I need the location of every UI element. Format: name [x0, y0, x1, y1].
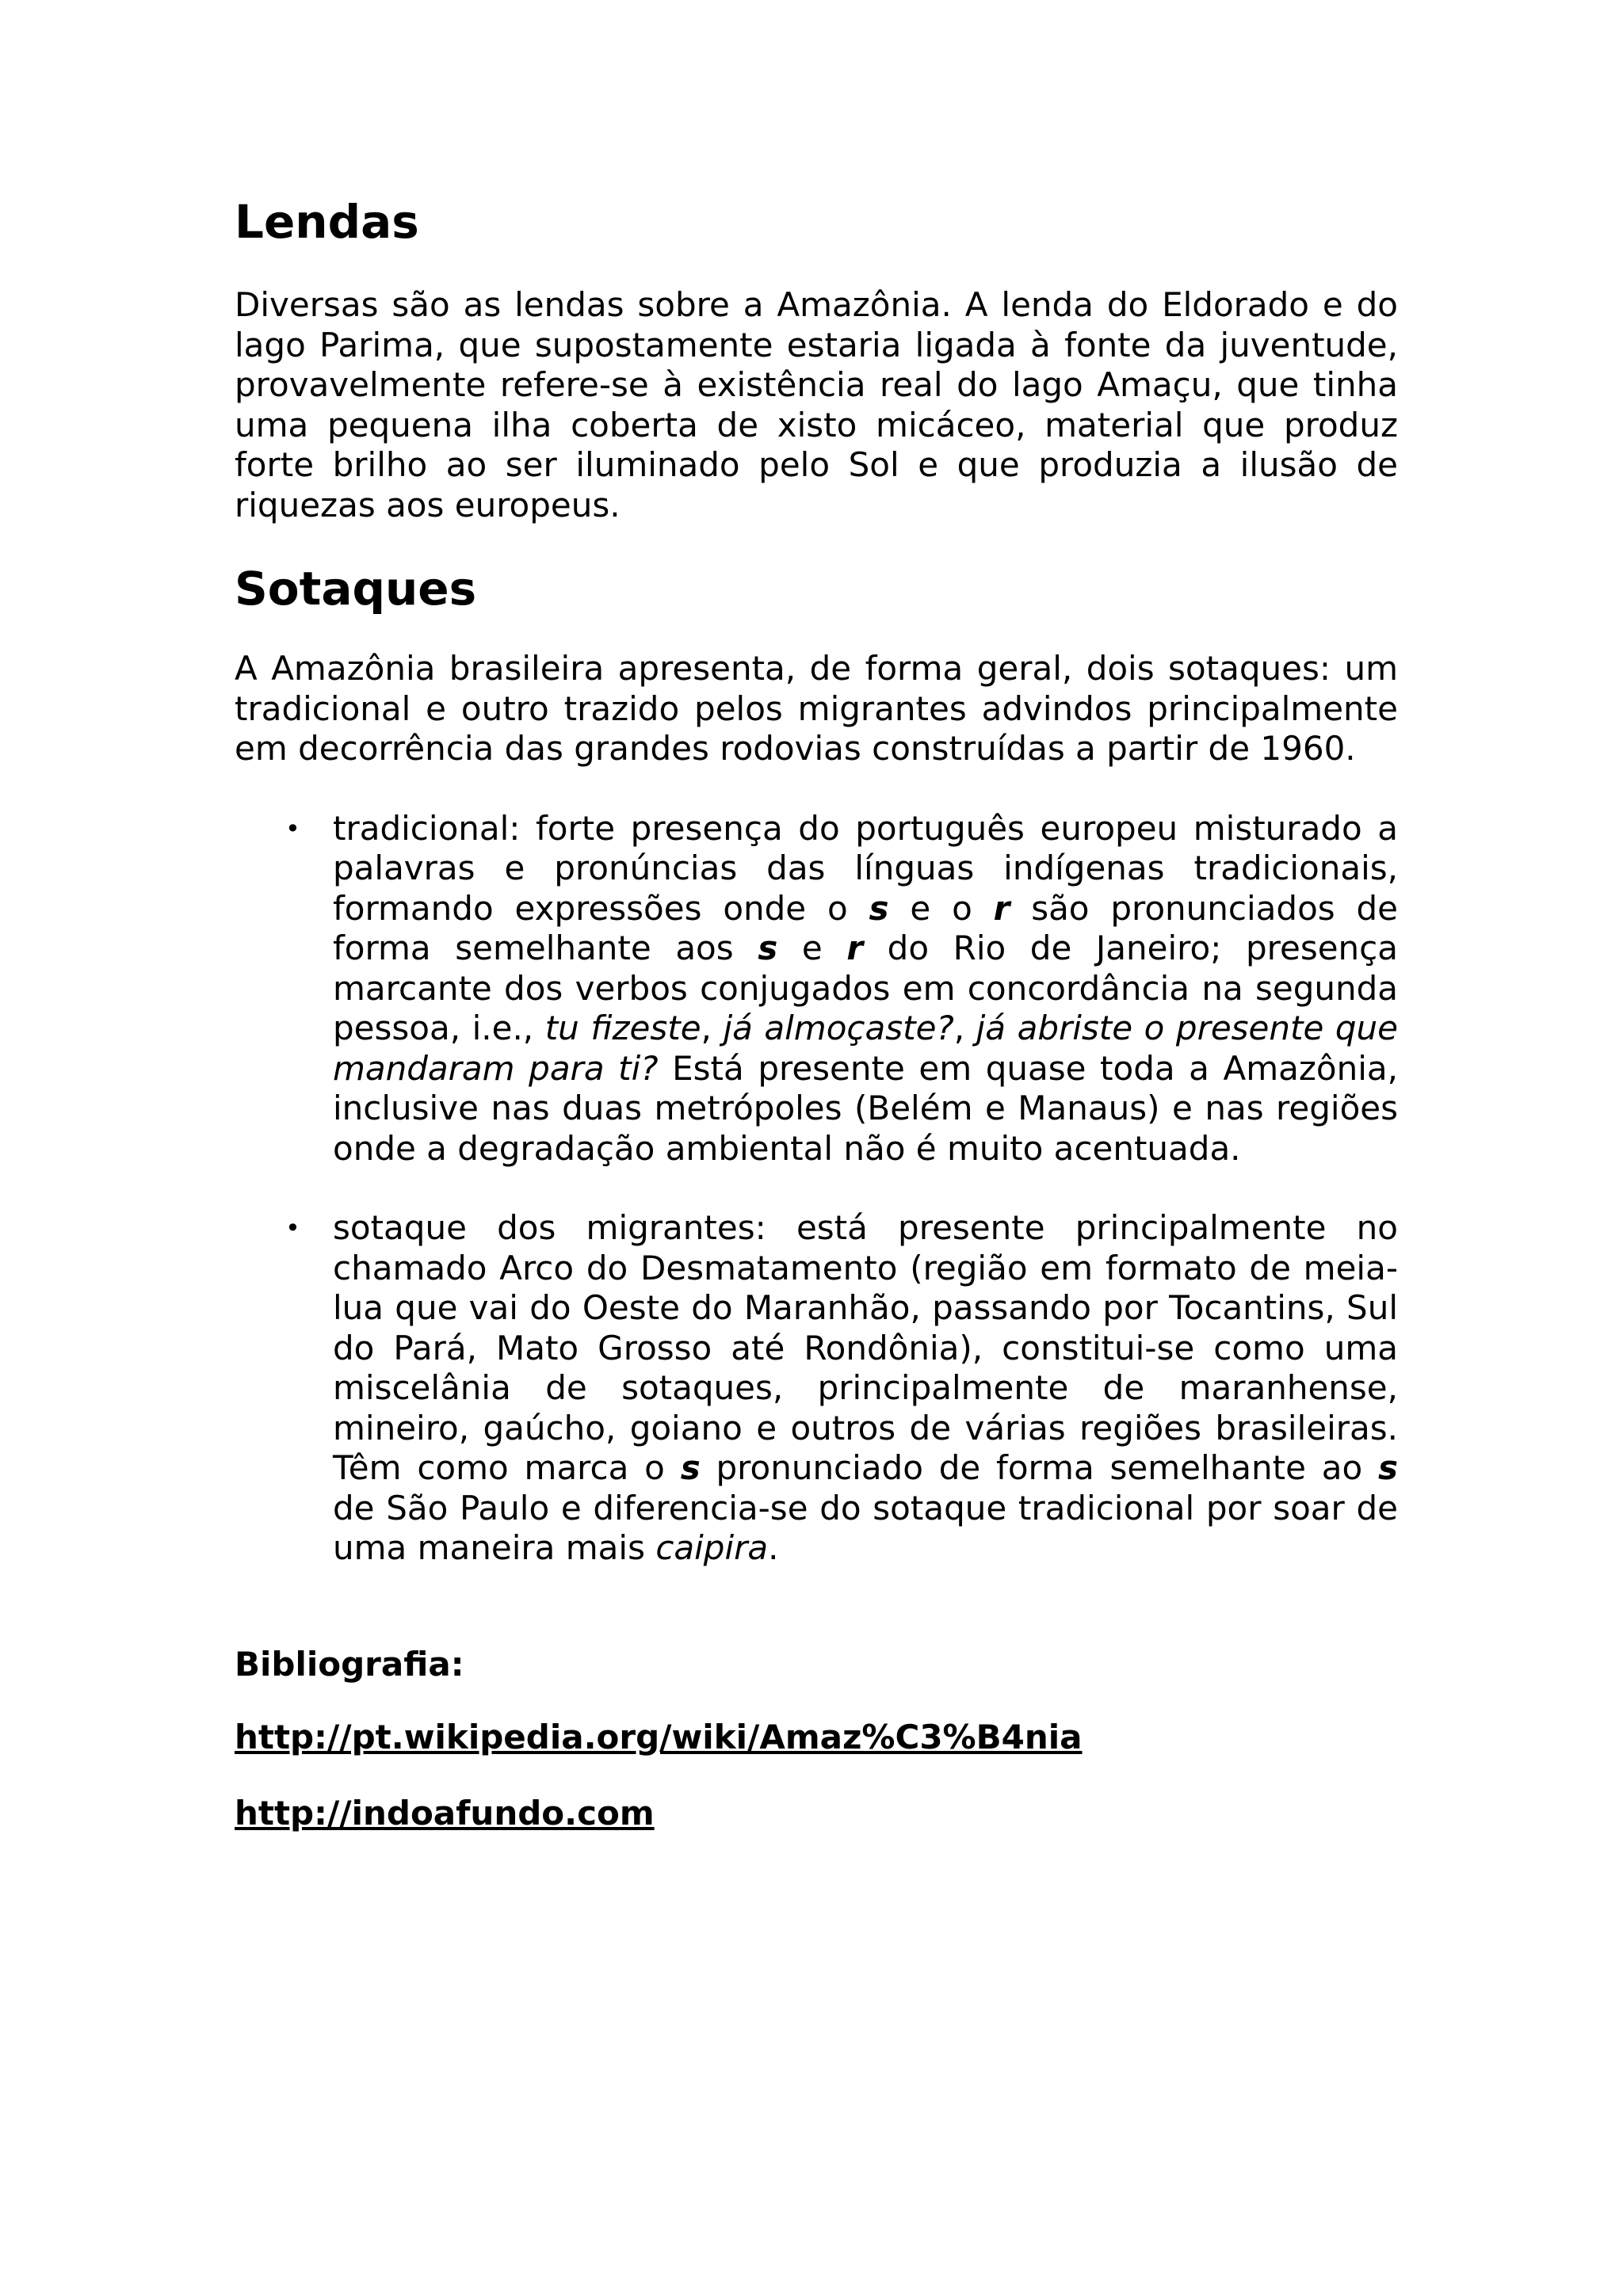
- text-run: do Rio de Janeiro; presença marcante dos verbos conjugados em concordância na segunda pessoa, i.e.,: [333, 929, 1398, 1047]
- emphasis-letter-r: r: [993, 888, 1010, 928]
- document-page: [235, 190, 1398, 1833]
- heading-sotaques: Sotaques: [235, 562, 477, 616]
- bibliografia-item: [235, 1718, 1398, 1757]
- bullet-dot-icon: •: [285, 1213, 300, 1243]
- emphasis-letter-s: s: [869, 888, 889, 928]
- italic-example: já abriste o presente que mandaram para ti?: [333, 1009, 1398, 1088]
- text-run: tradicional: forte presença do português europeu misturado a palavras e pronúncias das línguas indígenas tradicionais, formando expressões onde o: [333, 808, 1398, 928]
- heading-lendas: Lendas: [235, 195, 419, 249]
- bullet-dot-icon: •: [285, 813, 300, 844]
- text-run: .: [768, 1528, 779, 1567]
- italic-example: tu fizeste: [544, 1009, 701, 1047]
- emphasis-letter-s: s: [1378, 1448, 1399, 1487]
- paragraph-sotaques: A Amazônia brasileira apresenta, de forma geral, dois sotaques: um tradicional e outro trazido pelos migrantes advindos principalmente em decorrência das grandes rodovias construídas a partir de 1960.: [235, 649, 1398, 768]
- text-run: de São Paulo e diferencia-se do sotaque tradicional por soar de uma maneira mais: [333, 1488, 1398, 1567]
- text-run: sotaque dos migrantes: está presente principalmente no chamado Arco do Desmatamento (região em formato de meia-lua que vai do Oeste do Maranhão, passando por Tocantins, Sul do Pará, Mato Grosso até Rondônia), constitui-se como uma miscelânia de sotaques, principalmente de maranhense, mineiro, gaúcho, goiano e outros de várias regiões brasileiras. Têm como marca o: [333, 1208, 1398, 1487]
- text-run: e o: [888, 888, 994, 928]
- bibliografia-link-wikipedia[interactable]: http://pt.wikipedia.org/wiki/Amaz%C3%B4nia: [235, 1717, 1083, 1756]
- bibliografia-heading: Bibliografia:: [235, 1644, 464, 1684]
- text-run: são pronunciados de forma semelhante aos: [333, 888, 1398, 967]
- text-run: e: [777, 929, 847, 967]
- text-run: ,: [701, 1009, 724, 1047]
- text-run: pronunciado de forma semelhante ao: [700, 1448, 1379, 1487]
- bibliografia-item: [235, 1794, 1398, 1833]
- sotaques-bullet-list: [235, 809, 1398, 1569]
- emphasis-letter-s: s: [758, 929, 778, 967]
- text-run: Está presente em quase toda a Amazônia, inclusive nas duas metrópoles (Belém e Manaus) e nas regiões onde a degradação ambiental não é muito acentuada.: [333, 1048, 1398, 1168]
- emphasis-letter-r: r: [846, 929, 864, 967]
- text-run: ,: [953, 1009, 976, 1047]
- bullet-item-migrantes: [235, 1208, 1398, 1569]
- bibliografia-link-indoafundo[interactable]: http://indoafundo.com: [235, 1793, 655, 1833]
- emphasis-letter-s: s: [680, 1448, 701, 1487]
- paragraph-lendas: Diversas são as lendas sobre a Amazônia. A lenda do Eldorado e do lago Parima, que supostamente estaria ligada à fonte da juventude, provavelmente refere-se à existência real do lago Amaçu, que tinha uma pequena ilha coberta de xisto micáceo, material que produz forte brilho ao ser iluminado pelo Sol e que produzia a ilusão de riquezas aos europeus.: [235, 285, 1398, 524]
- italic-example: já almoçaste?: [723, 1009, 954, 1047]
- italic-word: caipira: [655, 1528, 769, 1567]
- bullet-item-tradicional: [235, 809, 1398, 1169]
